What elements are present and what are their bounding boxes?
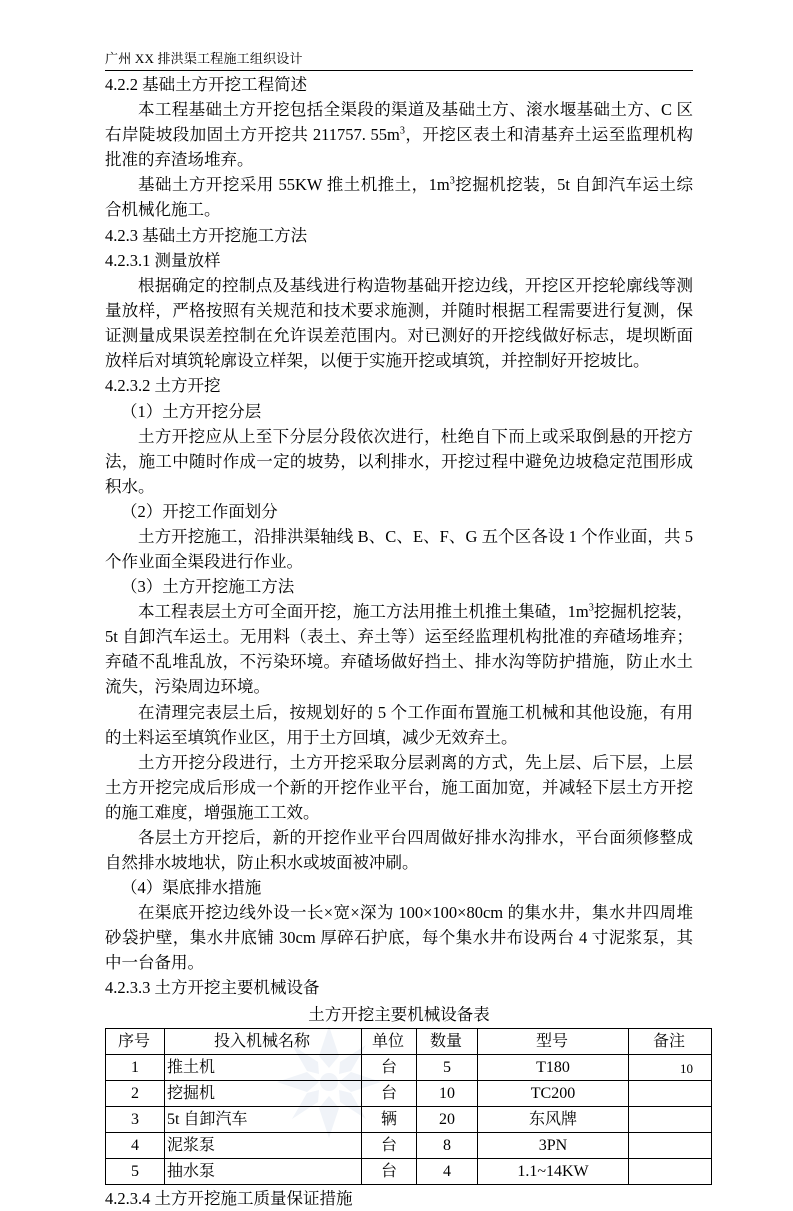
paragraph-text-cont: 挖掘机挖装，5t 自卸汽车运土综合机械化施工。 xyxy=(105,174,693,219)
table-row xyxy=(106,1159,712,1185)
page-number: 10 xyxy=(680,1061,693,1076)
cell-model: T180 xyxy=(478,1055,629,1081)
paragraph-4-2-2-2 xyxy=(105,172,693,222)
equipment-table-wrap xyxy=(105,1028,693,1185)
superscript-cubic: 3 xyxy=(399,125,405,137)
section-heading-4-2-3: 4.2.3 基础土方开挖施工方法 xyxy=(105,226,308,246)
cell-unit: 台 xyxy=(362,1133,417,1159)
section-heading-4-2-3-4: 4.2.3.4 土方开挖施工质量保证措施 xyxy=(105,1189,353,1209)
cell-qty: 10 xyxy=(417,1081,478,1107)
list-item-paragraph-3-4: 各层土方开挖后，新的开挖作业平台四周做好排水沟排水，平台面须修整成自然排水坡地状，防止积水或坡面被冲刷。 xyxy=(105,827,693,872)
paragraph-text: 基础土方开挖采用 55KW 推土机推土，1m xyxy=(138,174,450,194)
list-item-title-4: （4）渠底排水措施 xyxy=(121,878,262,898)
column-header-note: 备注 xyxy=(629,1029,712,1055)
cell-qty: 4 xyxy=(417,1159,478,1185)
paragraph-text: 本工程表层土方可全面开挖，施工方法用推土机推土集碴，1m xyxy=(138,602,589,622)
cell-qty: 5 xyxy=(417,1055,478,1081)
cell-no: 5 xyxy=(106,1159,165,1185)
cell-unit: 台 xyxy=(362,1081,417,1107)
paragraph-text-cont: 挖掘机挖装，5t 自卸汽车运土。无用料（表土、弃土等）运至经监理机构批准的弃碴场堆弃；弃碴不乱堆乱放，不污染环境。弃碴场做好挡土、排水沟等防护措施，防止水土流失，污染周边环境。 xyxy=(105,602,693,697)
list-item-paragraph-4: 在渠底开挖边线外设一长×宽×深为 100×100×80cm 的集水井，集水井四周堆砂袋护壁，集水井底铺 30cm 厚碎石护底，每个集水井布设两台 4 寸泥浆泵，其中一台备用。 xyxy=(105,903,693,973)
table-header-row xyxy=(106,1029,712,1055)
running-header: 广州 XX 排洪渠工程施工组织设计 xyxy=(105,50,693,71)
cell-no: 1 xyxy=(106,1055,165,1081)
cell-name: 抽水泵 xyxy=(165,1159,362,1185)
list-item-paragraph-3-1 xyxy=(105,599,693,699)
section-heading-4-2-3-1: 4.2.3.1 测量放样 xyxy=(105,251,221,271)
paragraph-text-cont: ，开挖区表土和清基弃土运至监理机构批准的弃渣场堆弃。 xyxy=(105,124,693,169)
table-row xyxy=(106,1081,712,1107)
list-item-paragraph-3-2: 在清理完表层土后，按规划好的 5 个工作面布置施工机械和其他设施，有用的土料运至填筑作业区，用于土方回填，减少无效弃土。 xyxy=(105,702,693,747)
cell-note xyxy=(629,1133,712,1159)
section-heading-4-2-2: 4.2.2 基础土方开挖工程简述 xyxy=(105,74,308,94)
paragraph-text: 本工程基础土方开挖包括全渠段的渠道及基础土方、滚水堰基础土方、C 区右岸陡坡段加固土方开挖共 211757. 55m xyxy=(105,99,693,144)
cell-note xyxy=(629,1159,712,1185)
paragraph-4-2-2-1 xyxy=(105,97,693,172)
column-header-qty: 数量 xyxy=(417,1029,478,1055)
list-item-title-1: （1）土方开挖分层 xyxy=(121,401,262,421)
cell-unit: 辆 xyxy=(362,1107,417,1133)
cell-model: 3PN xyxy=(478,1133,629,1159)
column-header-model: 型号 xyxy=(478,1029,629,1055)
section-heading-4-2-3-3: 4.2.3.3 土方开挖主要机械设备 xyxy=(105,978,320,998)
cell-model: 1.1~14KW xyxy=(478,1159,629,1185)
cell-no: 3 xyxy=(106,1107,165,1133)
table-row xyxy=(106,1055,712,1081)
cell-name: 挖掘机 xyxy=(165,1081,362,1107)
cell-unit: 台 xyxy=(362,1055,417,1081)
cell-name: 泥浆泵 xyxy=(165,1133,362,1159)
superscript-cubic: 3 xyxy=(449,175,455,187)
table-caption: 土方开挖主要机械设备表 xyxy=(308,1005,490,1025)
list-item-paragraph-1: 土方开挖应从上至下分层分段依次进行，杜绝自下而上或采取倒悬的开挖方法，施工中随时作成一定的坡势，以利排水，开挖过程中避免边坡稳定范围形成积水。 xyxy=(105,426,693,496)
list-item-paragraph-3-3: 土方开挖分段进行，土方开挖采取分层剥离的方式，先上层、后下层，上层土方开挖完成后形成一个新的开挖作业平台，施工面加宽，并减轻下层土方开挖的施工难度，增强施工工效。 xyxy=(105,752,693,822)
cell-name: 推土机 xyxy=(165,1055,362,1081)
paragraph-4-2-3-1-1: 根据确定的控制点及基线进行构造物基础开挖边线，开挖区开挖轮廓线等测量放样，严格按照有关规范和技术要求施测，并随时根据工程需要进行复测，保证测量成果误差控制在允许误差范围内。对已测好的开挖线做好标志，堤坝断面放样后对填筑轮廓设立样架，以便于实施开挖或填筑，并控制好开挖坡比。 xyxy=(105,276,693,371)
superscript-cubic: 3 xyxy=(588,602,594,614)
column-header-name: 投入机械名称 xyxy=(165,1029,362,1055)
cell-model: TC200 xyxy=(478,1081,629,1107)
cell-note xyxy=(629,1081,712,1107)
column-header-no: 序号 xyxy=(106,1029,165,1055)
section-heading-4-2-3-2: 4.2.3.2 土方开挖 xyxy=(105,376,221,396)
cell-qty: 20 xyxy=(417,1107,478,1133)
cell-no: 2 xyxy=(106,1081,165,1107)
cell-no: 4 xyxy=(106,1133,165,1159)
table-row xyxy=(106,1107,712,1133)
list-item-paragraph-2: 土方开挖施工，沿排洪渠轴线 B、C、E、F、G 五个区各设 1 个作业面，共 5 个作业面全渠段进行作业。 xyxy=(105,526,693,572)
cell-note xyxy=(629,1055,712,1081)
cell-unit: 台 xyxy=(362,1159,417,1185)
page-content xyxy=(105,50,693,1211)
cell-note xyxy=(629,1107,712,1133)
table-row xyxy=(106,1133,712,1159)
list-item-title-2: （2）开挖工作面划分 xyxy=(121,501,278,521)
column-header-unit: 单位 xyxy=(362,1029,417,1055)
cell-qty: 8 xyxy=(417,1133,478,1159)
list-item-title-3: （3）土方开挖施工方法 xyxy=(121,577,295,597)
cell-model: 东风牌 xyxy=(478,1107,629,1133)
equipment-table xyxy=(105,1028,712,1185)
cell-name: 5t 自卸汽车 xyxy=(165,1107,362,1133)
